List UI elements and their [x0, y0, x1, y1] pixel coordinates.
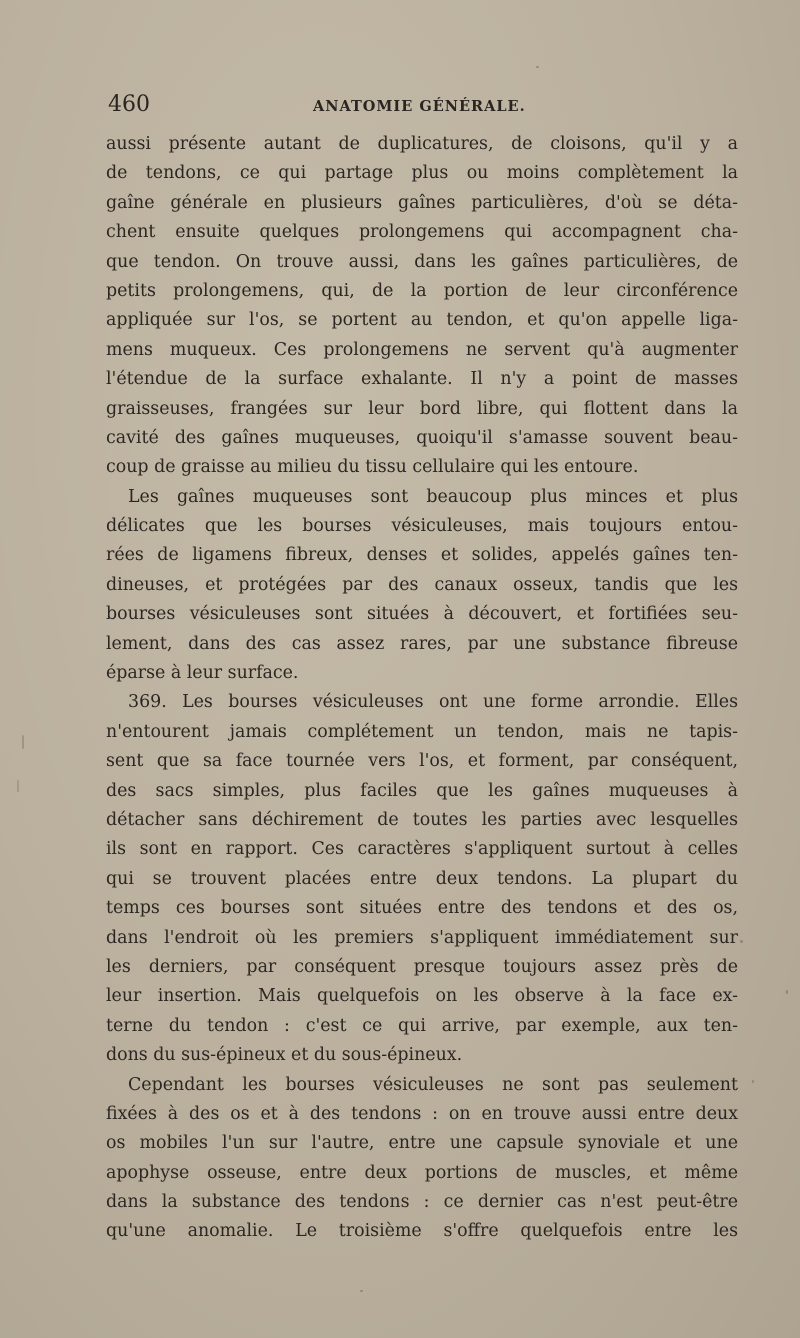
text-line: ils sont en rapport. Ces caractères s'appliquent surtout à celles	[106, 839, 738, 860]
text-line: détacher sans déchirement de toutes les parties avec lesquelles	[106, 809, 738, 830]
text-line: temps ces bourses sont situées entre des tendons et des os,	[106, 898, 738, 919]
text-line: coup de graisse au milieu du tissu cellulaire qui les entoure.	[106, 457, 639, 478]
text-line: éparse à leur surface.	[106, 663, 299, 684]
text-line: qu'une anomalie. Le troisième s'offre quelquefois entre les	[106, 1221, 738, 1242]
text-line: gaîne générale en plusieurs gaînes particulières, d'où se déta-	[106, 192, 738, 213]
text-line: n'entourent jamais complétement un tendon, mais ne tapis-	[106, 721, 738, 742]
text-line: que tendon. On trouve aussi, dans les gaînes particulières, de	[106, 251, 738, 272]
text-line: os mobiles l'un sur l'autre, entre une capsule synoviale et une	[106, 1133, 738, 1154]
text-line: bourses vésiculeuses sont situées à découvert, et fortifiées seu-	[106, 604, 738, 625]
text-line: l'étendue de la surface exhalante. Il n'y a point de masses	[106, 369, 738, 390]
text-line: délicates que les bourses vésiculeuses, mais toujours entou-	[106, 516, 738, 537]
paper-speck	[360, 1290, 363, 1292]
paper-speck	[752, 1080, 754, 1083]
paper-speck	[786, 990, 788, 994]
text-line: des sacs simples, plus faciles que les gaînes muqueuses à	[106, 780, 738, 801]
text-line: fixées à des os et à des tendons : on en trouve aussi entre deux	[106, 1103, 738, 1124]
text-line: terne du tendon : c'est ce qui arrive, par exemple, aux ten-	[106, 1015, 738, 1036]
text-line: leur insertion. Mais quelquefois on les observe à la face ex-	[106, 986, 738, 1007]
text-line: 369. Les bourses vésiculeuses ont une forme arrondie. Elles	[128, 692, 738, 713]
paper-speck	[740, 940, 743, 943]
text-line: dineuses, et protégées par des canaux osseux, tandis que les	[106, 574, 738, 595]
text-line: chent ensuite quelques prolongemens qui accompagnent cha-	[106, 222, 738, 243]
paper-speck	[22, 735, 24, 749]
text-line: lement, dans des cas assez rares, par une substance fibreuse	[106, 633, 738, 654]
text-line: cavité des gaînes muqueuses, quoiqu'il s'amasse souvent beau-	[106, 427, 738, 448]
text-line: sent que sa face tournée vers l'os, et forment, par conséquent,	[106, 751, 738, 772]
text-line: qui se trouvent placées entre deux tendons. La plupart du	[106, 868, 738, 889]
text-line: appliquée sur l'os, se portent au tendon, et qu'on appelle liga-	[106, 310, 738, 331]
text-line: de tendons, ce qui partage plus ou moins complètement la	[106, 163, 738, 184]
page-header	[108, 92, 768, 128]
text-line: petits prolongemens, qui, de la portion de leur circonférence	[106, 280, 738, 301]
text-line: mens muqueux. Ces prolongemens ne servent qu'à augmenter	[106, 339, 738, 360]
text-line: rées de ligamens fibreux, denses et solides, appelés gaînes ten-	[106, 545, 738, 566]
running-title: ANATOMIE GÉNÉRALE.	[313, 98, 526, 115]
body-text	[106, 130, 738, 1247]
text-line: graisseuses, frangées sur leur bord libre, qui flottent dans la	[106, 398, 738, 419]
text-line: aussi présente autant de duplicatures, de cloisons, qu'il y a	[106, 134, 738, 154]
text-line: Cependant les bourses vésiculeuses ne sont pas seulement	[128, 1074, 738, 1095]
paper-speck	[17, 780, 19, 792]
page-number: 460	[108, 92, 150, 117]
text-line: Les gaînes muqueuses sont beaucoup plus minces et plus	[128, 486, 738, 507]
text-line: dans la substance des tendons : ce dernier cas n'est peut-être	[106, 1192, 738, 1213]
text-line: dons du sus-épineux et du sous-épineux.	[106, 1045, 463, 1066]
text-line: les derniers, par conséquent presque toujours assez près de	[106, 956, 738, 977]
paper-speck	[536, 66, 539, 68]
text-line: dans l'endroit où les premiers s'appliquent immédiatement sur	[106, 927, 738, 948]
text-line: apophyse osseuse, entre deux portions de muscles, et même	[106, 1162, 738, 1183]
